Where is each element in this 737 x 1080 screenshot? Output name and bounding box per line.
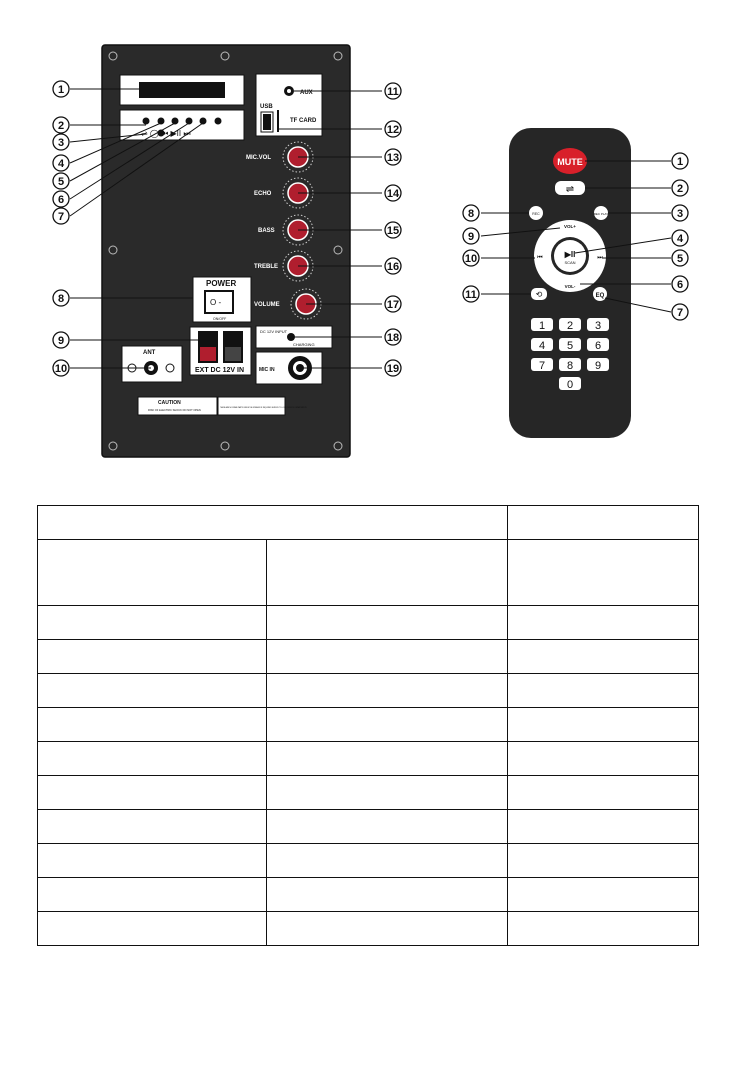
callout-marker [53,332,69,348]
table-row [38,708,699,742]
table-cell [508,742,699,776]
table-cell [508,776,699,810]
ext-dc-label: EXT DC 12V IN [195,367,245,374]
table-cell [38,776,267,810]
table-cell [38,506,508,540]
table-cell [508,606,699,640]
vol-minus-label: VOL- [564,284,576,289]
callout-marker [385,149,401,165]
callout-marker [53,290,69,306]
tf-card-label: TF CARD [290,118,317,124]
mute-label: MUTE [557,157,583,167]
aux-label: AUX [300,90,313,96]
callout-marker [385,222,401,238]
table-cell [267,776,508,810]
callout-number: 16 [386,261,400,273]
callout-marker [385,83,401,99]
table-cell [508,640,699,674]
callout-marker [385,329,401,345]
callout-marker [53,134,69,150]
power-sub-label: ON/OFF [213,317,227,321]
table-cell [267,912,508,946]
knob-label-treble: TREBLE [254,264,278,270]
product-diagram [0,0,737,505]
service-label [218,397,285,415]
rec-play-label: REC PLAY [593,212,609,216]
caution-title: CAUTION [158,400,181,406]
callout-number: 4 [57,158,65,170]
keypad-key-label: 0 [566,379,574,391]
table-cell [38,674,267,708]
table-cell [267,606,508,640]
table-subheader-row [38,540,699,606]
keypad-key-label: 4 [538,340,546,352]
scan-label: SCAN [564,260,576,265]
table-row [38,878,699,912]
table-row [38,844,699,878]
usb-label: USB [260,104,273,110]
callout-number: 8 [467,208,475,220]
eq-label: EQ [595,293,605,299]
table-row [38,606,699,640]
table-cell [38,606,267,640]
callout-number: 1 [57,84,65,96]
table-cell [267,742,508,776]
table-cell [267,640,508,674]
table-cell [267,540,508,606]
callout-number: 4 [676,233,684,245]
table-cell [508,912,699,946]
callout-number: 2 [676,183,684,195]
callout-number: 12 [386,124,400,136]
keypad-key-label: 8 [566,360,574,372]
callout-number: 14 [386,188,400,200]
callout-number: 2 [57,120,65,132]
callout-number: 3 [57,137,65,149]
knob-label-volume: VOLUME [254,302,280,308]
power-label: POWER [206,279,237,288]
caution-text: RISK OF ELECTRIC SHOCK DO NOT OPEN [148,409,201,412]
keypad-key-label: 6 [594,340,602,352]
table-cell [38,844,267,878]
table-cell [267,708,508,742]
callout-number: 10 [464,253,478,265]
knob-label-bass: BASS [258,228,275,234]
callout-marker [53,191,69,207]
callout-marker [672,205,688,221]
knob-label-echo: ECHO [254,191,272,197]
keypad-key-label: 1 [538,320,546,332]
table-cell [267,810,508,844]
callout-marker [53,173,69,189]
table-row [38,640,699,674]
callout-marker [385,360,401,376]
mic-in-label: MIC IN [259,367,275,373]
callout-number: 5 [676,253,684,265]
callout-number: 8 [57,293,65,305]
table-cell [38,878,267,912]
callout-marker [53,208,69,224]
table-header-row [38,506,699,540]
keypad-key-label: 9 [594,360,602,372]
keypad-key-label: 3 [594,320,602,332]
callout-number: 5 [57,176,65,188]
table-row [38,912,699,946]
dc-input-label: DC 12V INPUT [260,329,288,334]
table-cell [508,506,699,540]
callout-number: 15 [386,225,400,237]
play-label: ▶II [564,250,576,259]
keypad-key-label: 7 [538,360,546,372]
next-icon: ⏭ [597,255,603,261]
keypad-key-label: 5 [566,340,574,352]
charging-label: CHARGING [293,342,315,347]
remote-control [509,128,631,438]
callout-number: 7 [57,211,65,223]
table-cell [508,878,699,912]
knob-label-mic-vol: MIC.VOL [246,155,271,161]
callout-number: 6 [57,194,65,206]
callout-marker [53,81,69,97]
table-cell [267,878,508,912]
table-cell [508,810,699,844]
callout-marker [672,276,688,292]
table-cell [38,810,267,844]
callout-marker [463,286,479,302]
table-cell [38,708,267,742]
table-row [38,810,699,844]
mode-icon: ⇌ [565,184,575,195]
vol-plus-label: VOL+ [564,224,576,229]
table-cell [267,844,508,878]
table-row [38,674,699,708]
power-switch-label: O - [210,298,222,307]
callout-number: 18 [386,332,400,344]
table-cell [508,540,699,606]
table-cell [508,708,699,742]
callout-marker [463,205,479,221]
callout-number: 11 [387,86,399,98]
rec-label: REC [532,212,540,216]
callout-number: 9 [57,335,65,347]
ant-label: ANT [143,350,156,356]
callout-marker [672,304,688,320]
callout-marker [53,155,69,171]
table-row [38,742,699,776]
repeat-icon: ⟲ [535,290,543,299]
table-row [38,776,699,810]
callout-marker [385,185,401,201]
table-cell [38,640,267,674]
callout-marker [53,117,69,133]
callout-marker [385,258,401,274]
callout-number: 17 [386,299,400,311]
callout-marker [672,230,688,246]
callout-number: 1 [676,156,684,168]
keypad-key-label: 2 [566,320,574,332]
table-cell [508,674,699,708]
speaker-panel [102,45,350,457]
table-cell [267,674,508,708]
callout-marker [672,153,688,169]
callout-marker [385,296,401,312]
callout-marker [463,228,479,244]
callout-number: 3 [676,208,684,220]
callout-number: 7 [676,307,684,319]
table-cell [38,540,267,606]
callout-marker [53,360,69,376]
prev-icon: ⏮ [537,255,543,261]
callout-marker [672,250,688,266]
callout-number: 10 [54,363,68,375]
table-cell [38,742,267,776]
callout-number: 13 [386,152,400,164]
table-cell [508,844,699,878]
service-text: THERE ARE NO SPARE PARTS INSIDE THE SPEAKER IF REQUIRED SERVICE TO LOCAL SERVICE DEPARTMENTS [220,408,307,409]
callout-number: 19 [386,363,400,375]
button-icons: ⇌ ◯ ⏮ ▶II ⏭ [141,129,191,138]
spec-table [37,505,699,946]
callout-number: 6 [676,279,684,291]
table-cell [38,912,267,946]
callout-marker [672,180,688,196]
callout-number: 11 [465,289,477,301]
callout-number: 9 [467,231,475,243]
callout-marker [463,250,479,266]
callout-marker [385,121,401,137]
